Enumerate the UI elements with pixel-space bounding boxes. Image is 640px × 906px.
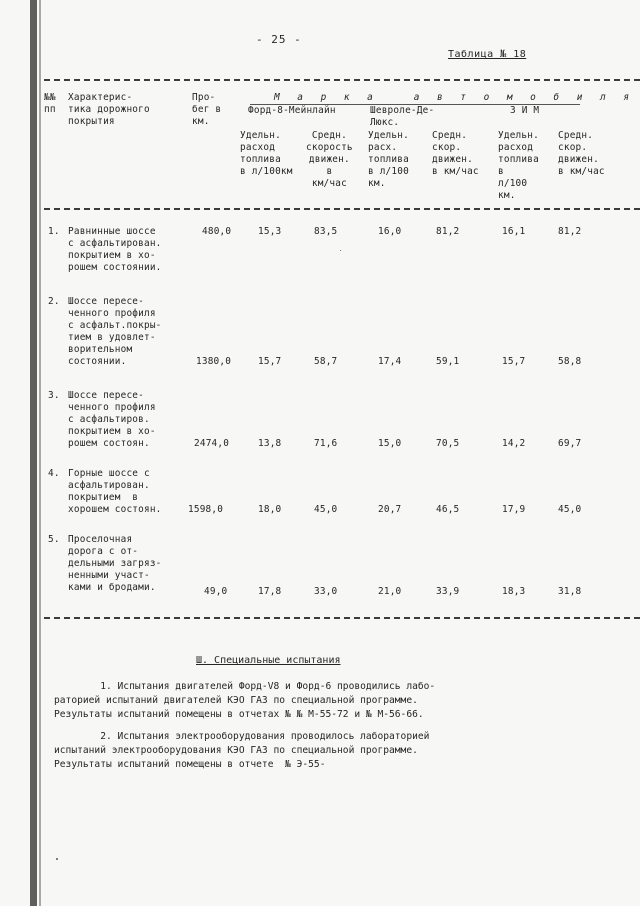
row-ford-speed: 58,7 — [314, 356, 338, 367]
scan-speck — [340, 250, 341, 251]
row-ford-speed: 71,6 — [314, 438, 338, 449]
row-ford-speed: 33,0 — [314, 586, 338, 597]
row-chevrolet-consumption: 21,0 — [378, 586, 402, 597]
row-label: Шоссе пересе- ченного профиля с асфальт.покры- тием в удовлет- ворительном состоянии. — [68, 296, 162, 367]
row-ford-consumption: 15,7 — [258, 356, 282, 367]
row-label: Проселочная дорога с от- дельными загряз- ненными участ- ками и бродами. — [68, 534, 162, 593]
header-mileage: Про- бег в км. — [192, 92, 222, 127]
table-bottom-rule — [44, 617, 640, 619]
row-label: Равнинные шоссе с асфальтирован. покрытием в хо- рошем состоянии. — [68, 226, 162, 273]
header-number: №№ пп — [44, 92, 56, 115]
row-zim-speed: 69,7 — [558, 438, 582, 449]
row-number: 4. — [48, 468, 60, 479]
row-zim-speed: 58,8 — [558, 356, 582, 367]
row-chevrolet-consumption: 16,0 — [378, 226, 402, 237]
paragraph-engine-tests: 1. Испытания двигателей Форд-V8 и Форд-6 проводились лабо- раторией испытаний двигателей КЭО ГАЗ по специальной программе. Результаты испытаний помещены в отчетах № № М-55-72 и № М-56-66. — [54, 681, 436, 720]
row-mileage: 49,0 — [204, 586, 228, 597]
row-ford-speed: 45,0 — [314, 504, 338, 515]
header-brand-zim: З И М — [510, 105, 540, 116]
row-number: 3. — [48, 390, 60, 401]
row-zim-consumption: 16,1 — [502, 226, 526, 237]
header-ford-speed: Средн. скорость движен. в км/час — [306, 130, 353, 189]
row-ford-consumption: 13,8 — [258, 438, 282, 449]
row-number: 2. — [48, 296, 60, 307]
row-zim-consumption: 15,7 — [502, 356, 526, 367]
header-car-brand: М а р к а а в т о м о б и л я — [274, 92, 635, 103]
row-number: 5. — [48, 534, 60, 545]
row-chevrolet-speed: 59,1 — [436, 356, 460, 367]
header-chevrolet-consumption: Удельн. расх. топлива в л/100 км. — [368, 130, 409, 189]
row-mileage: 1380,0 — [196, 356, 232, 367]
row-zim-speed: 81,2 — [558, 226, 582, 237]
row-zim-speed: 45,0 — [558, 504, 582, 515]
row-ford-consumption: 17,8 — [258, 586, 282, 597]
row-zim-consumption: 18,3 — [502, 586, 526, 597]
header-zim-speed: Средн. скор. движен. в км/час — [558, 130, 605, 177]
row-chevrolet-speed: 33,9 — [436, 586, 460, 597]
row-zim-speed: 31,8 — [558, 586, 582, 597]
row-chevrolet-consumption: 17,4 — [378, 356, 402, 367]
row-chevrolet-speed: 70,5 — [436, 438, 460, 449]
table-top-rule — [44, 79, 640, 81]
header-brand-chevrolet: Шевроле-Де- Люкс. — [370, 105, 435, 128]
header-chevrolet-speed: Средн. скор. движен. в км/час — [432, 130, 479, 177]
document-page — [44, 0, 640, 906]
row-chevrolet-consumption: 20,7 — [378, 504, 402, 515]
row-chevrolet-speed: 81,2 — [436, 226, 460, 237]
header-bottom-rule — [44, 208, 640, 210]
row-label: Горные шоссе с асфальтирован. покрытием в хорошем состоян. — [68, 468, 162, 515]
row-ford-consumption: 18,0 — [258, 504, 282, 515]
header-zim-consumption-text: Удельн. расход топлива в л/100 км. — [498, 130, 539, 201]
row-chevrolet-consumption: 15,0 — [378, 438, 402, 449]
header-brand-ford: Форд-8-Мейнлайн — [248, 105, 336, 116]
page-number: - 25 - — [256, 33, 302, 46]
row-mileage: 1598,0 — [188, 504, 224, 515]
row-number: 1. — [48, 226, 60, 237]
row-mileage: 480,0 — [202, 226, 232, 237]
page-binding-edge — [30, 0, 37, 906]
scan-speck — [56, 858, 58, 860]
row-ford-speed: 83,5 — [314, 226, 338, 237]
row-zim-consumption: 17,9 — [502, 504, 526, 515]
header-ford-consumption: Удельн. расход топлива в л/100км — [240, 130, 293, 177]
row-chevrolet-speed: 46,5 — [436, 504, 460, 515]
row-zim-consumption: 14,2 — [502, 438, 526, 449]
row-label: Шоссе пересе- ченного профиля с асфальтиров. покрытием в хо- рошем состоян. — [68, 390, 156, 449]
table-title: Таблица № 18 — [448, 49, 527, 60]
section-title: Ш. Специальные испытания — [196, 655, 341, 666]
row-mileage: 2474,0 — [194, 438, 230, 449]
paragraph-electrical-tests: 2. Испытания электрооборудования проводилось лабораторией испытаний электрооборудования КЭО ГАЗ по специальной программе. Результаты испытаний помещены в отчете № Э-55- — [54, 731, 430, 770]
header-road-characteristic: Характерис- тика дорожного покрытия — [68, 92, 150, 127]
page-binding-edge-line — [39, 0, 41, 906]
row-ford-consumption: 15,3 — [258, 226, 282, 237]
